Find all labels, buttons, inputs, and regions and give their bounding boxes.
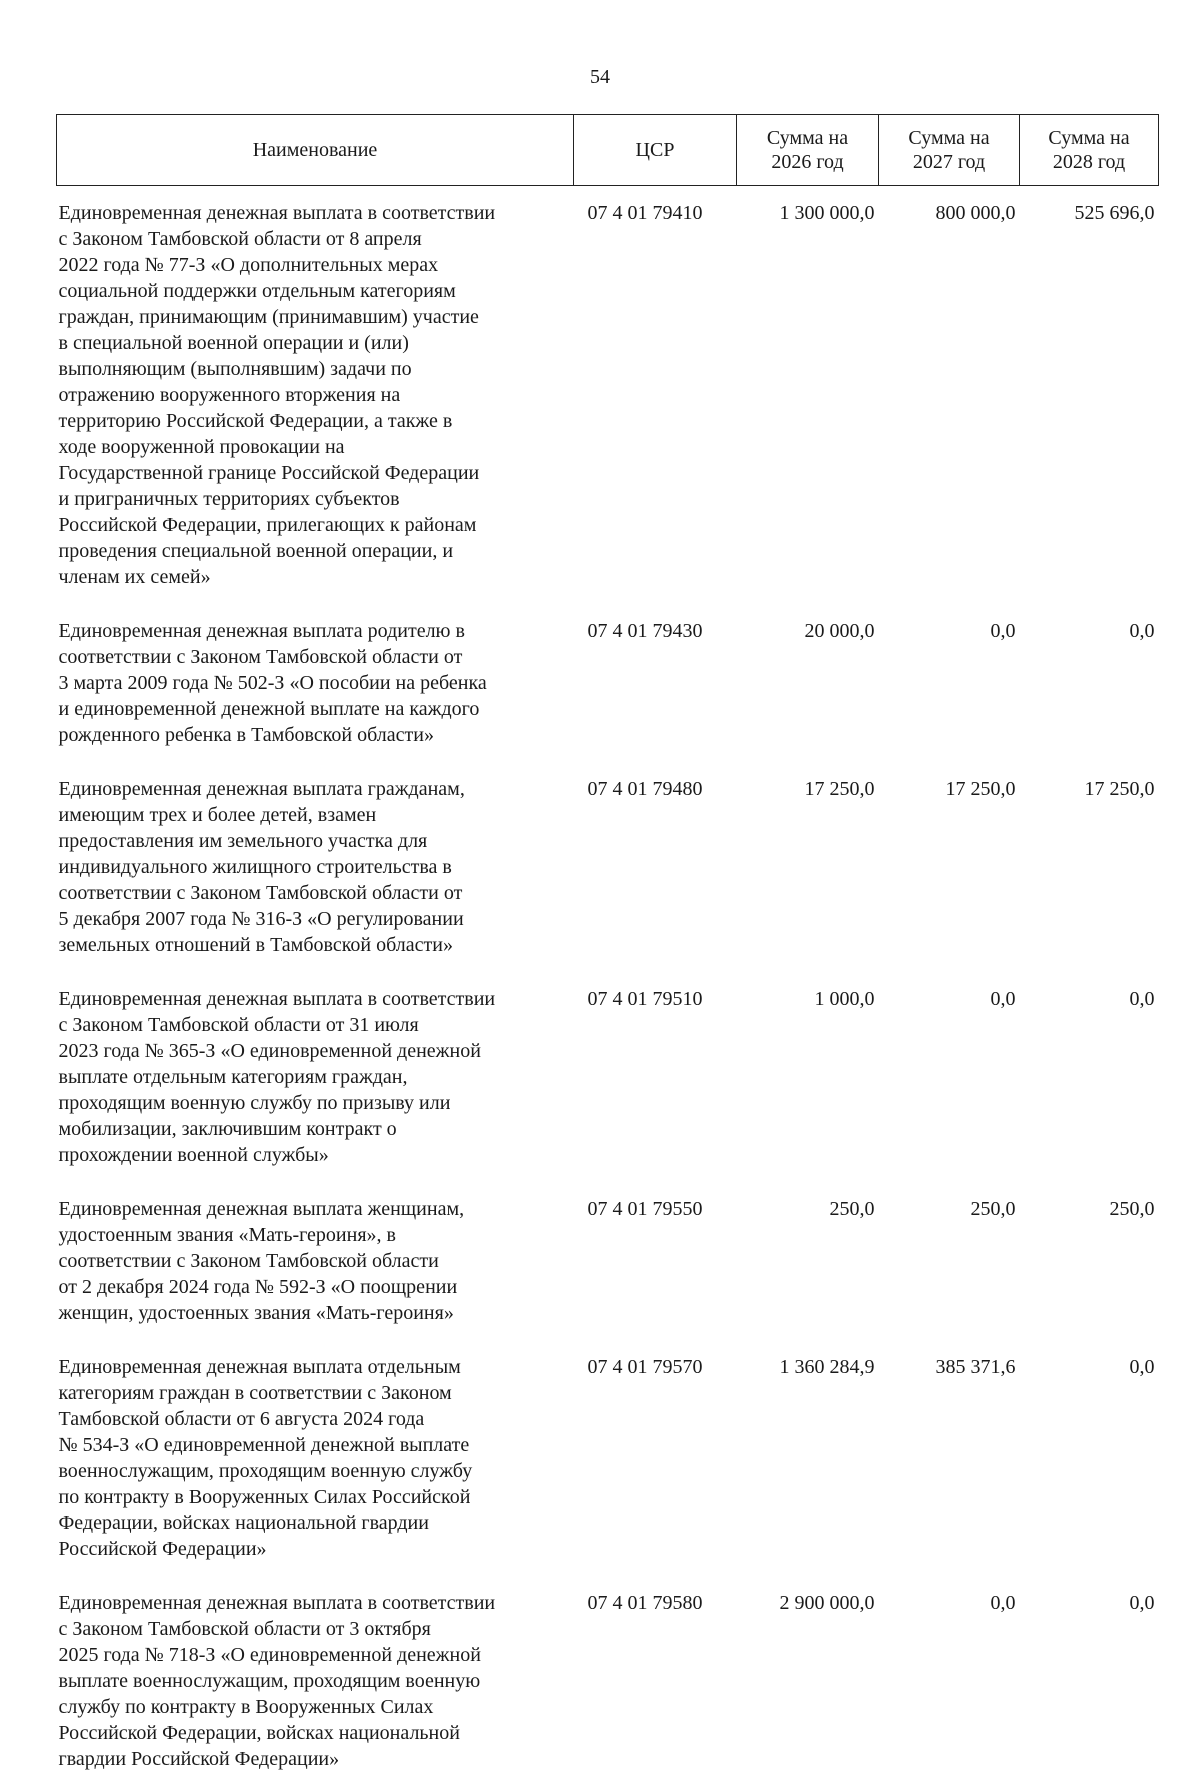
row-csr: 07 4 01 79510 <box>574 972 737 1182</box>
row-csr: 07 4 01 79550 <box>574 1182 737 1340</box>
row-sum-2026: 250,0 <box>737 1182 879 1340</box>
row-sum-2027: 385 371,6 <box>879 1340 1020 1576</box>
row-name: Единовременная денежная выплата отдельным категориям граждан в соответствии с Законом Тамбовской области от 6 августа 2024 года № 534-З «О единовременной денежной выплате военнослужащим, проходящим военную службу по контракту в Вооруженных Силах Российской Федерации, войсках национальной гвардии Российской Федерации» <box>57 1340 574 1576</box>
row-csr: 07 4 01 79480 <box>574 762 737 972</box>
row-csr: 07 4 01 79430 <box>574 604 737 762</box>
row-sum-2027: 0,0 <box>879 972 1020 1182</box>
row-sum-2028: 0,0 <box>1020 1340 1159 1576</box>
table-body <box>57 186 1159 1786</box>
row-sum-2026: 17 250,0 <box>737 762 879 972</box>
row-name: Единовременная денежная выплата в соответствии с Законом Тамбовской области от 3 октября 2025 года № 718-З «О единовременной денежной выплате военнослужащим, проходящим военную службу по контракту в Вооруженных Силах Российской Федерации, войсках национальной гвардии Российской Федерации» <box>57 1576 574 1786</box>
row-sum-2026: 2 900 000,0 <box>737 1576 879 1786</box>
row-sum-2026: 1 360 284,9 <box>737 1340 879 1576</box>
header-sum-2028: Сумма на 2028 год <box>1020 115 1159 186</box>
row-name: Единовременная денежная выплата гражданам, имеющим трех и более детей, взамен предоставления им земельного участка для индивидуального жилищного строительства в соответствии с Законом Тамбовской области от 5 декабря 2007 года № 316-З «О регулировании земельных отношений в Тамбовской области» <box>57 762 574 972</box>
row-name: Единовременная денежная выплата в соответствии с Законом Тамбовской области от 8 апреля 2022 года № 77-З «О дополнительных мерах социальной поддержки отдельным категориям граждан, принимающим (принимавшим) участие в специальной военной операции и (или) выполняющим (выполнявшим) задачи по отражению вооруженного вторжения на территорию Российской Федерации, а также в ходе вооруженной провокации на Государственной границе Российской Федерации и приграничных территориях субъектов Российской Федерации, прилегающих к районам проведения специальной военной операции, и членам их семей» <box>57 186 574 605</box>
table-row <box>57 186 1159 605</box>
row-sum-2028: 0,0 <box>1020 1576 1159 1786</box>
row-csr: 07 4 01 79410 <box>574 186 737 605</box>
row-sum-2026: 1 300 000,0 <box>737 186 879 605</box>
table-row <box>57 762 1159 972</box>
row-sum-2027: 800 000,0 <box>879 186 1020 605</box>
row-sum-2028: 0,0 <box>1020 604 1159 762</box>
row-sum-2027: 0,0 <box>879 604 1020 762</box>
header-csr: ЦСР <box>574 115 737 186</box>
header-sum-2026: Сумма на 2026 год <box>737 115 879 186</box>
row-sum-2027: 17 250,0 <box>879 762 1020 972</box>
table-row <box>57 1576 1159 1786</box>
budget-table <box>56 114 1159 1786</box>
table-row <box>57 604 1159 762</box>
table-row <box>57 1340 1159 1576</box>
row-sum-2028: 0,0 <box>1020 972 1159 1182</box>
header-sum-2027: Сумма на 2027 год <box>879 115 1020 186</box>
row-name: Единовременная денежная выплата в соответствии с Законом Тамбовской области от 31 июля 2023 года № 365-З «О единовременной денежной выплате отдельным категориям граждан, проходящим военную службу по призыву или мобилизации, заключившим контракт о прохождении военной службы» <box>57 972 574 1182</box>
row-name: Единовременная денежная выплата родителю в соответствии с Законом Тамбовской области от 3 марта 2009 года № 502-З «О пособии на ребенка и единовременной денежной выплате на каждого рожденного ребенка в Тамбовской области» <box>57 604 574 762</box>
table-header <box>57 115 1159 186</box>
row-sum-2027: 250,0 <box>879 1182 1020 1340</box>
row-sum-2028: 525 696,0 <box>1020 186 1159 605</box>
row-sum-2026: 20 000,0 <box>737 604 879 762</box>
table-row <box>57 972 1159 1182</box>
row-sum-2026: 1 000,0 <box>737 972 879 1182</box>
header-name: Наименование <box>57 115 574 186</box>
row-sum-2027: 0,0 <box>879 1576 1020 1786</box>
page-number: 54 <box>0 66 1200 89</box>
row-sum-2028: 17 250,0 <box>1020 762 1159 972</box>
row-csr: 07 4 01 79580 <box>574 1576 737 1786</box>
row-sum-2028: 250,0 <box>1020 1182 1159 1340</box>
row-csr: 07 4 01 79570 <box>574 1340 737 1576</box>
row-name: Единовременная денежная выплата женщинам, удостоенным звания «Мать-героиня», в соответствии с Законом Тамбовской области от 2 декабря 2024 года № 592-З «О поощрении женщин, удостоенных звания «Мать-героиня» <box>57 1182 574 1340</box>
table-row <box>57 1182 1159 1340</box>
